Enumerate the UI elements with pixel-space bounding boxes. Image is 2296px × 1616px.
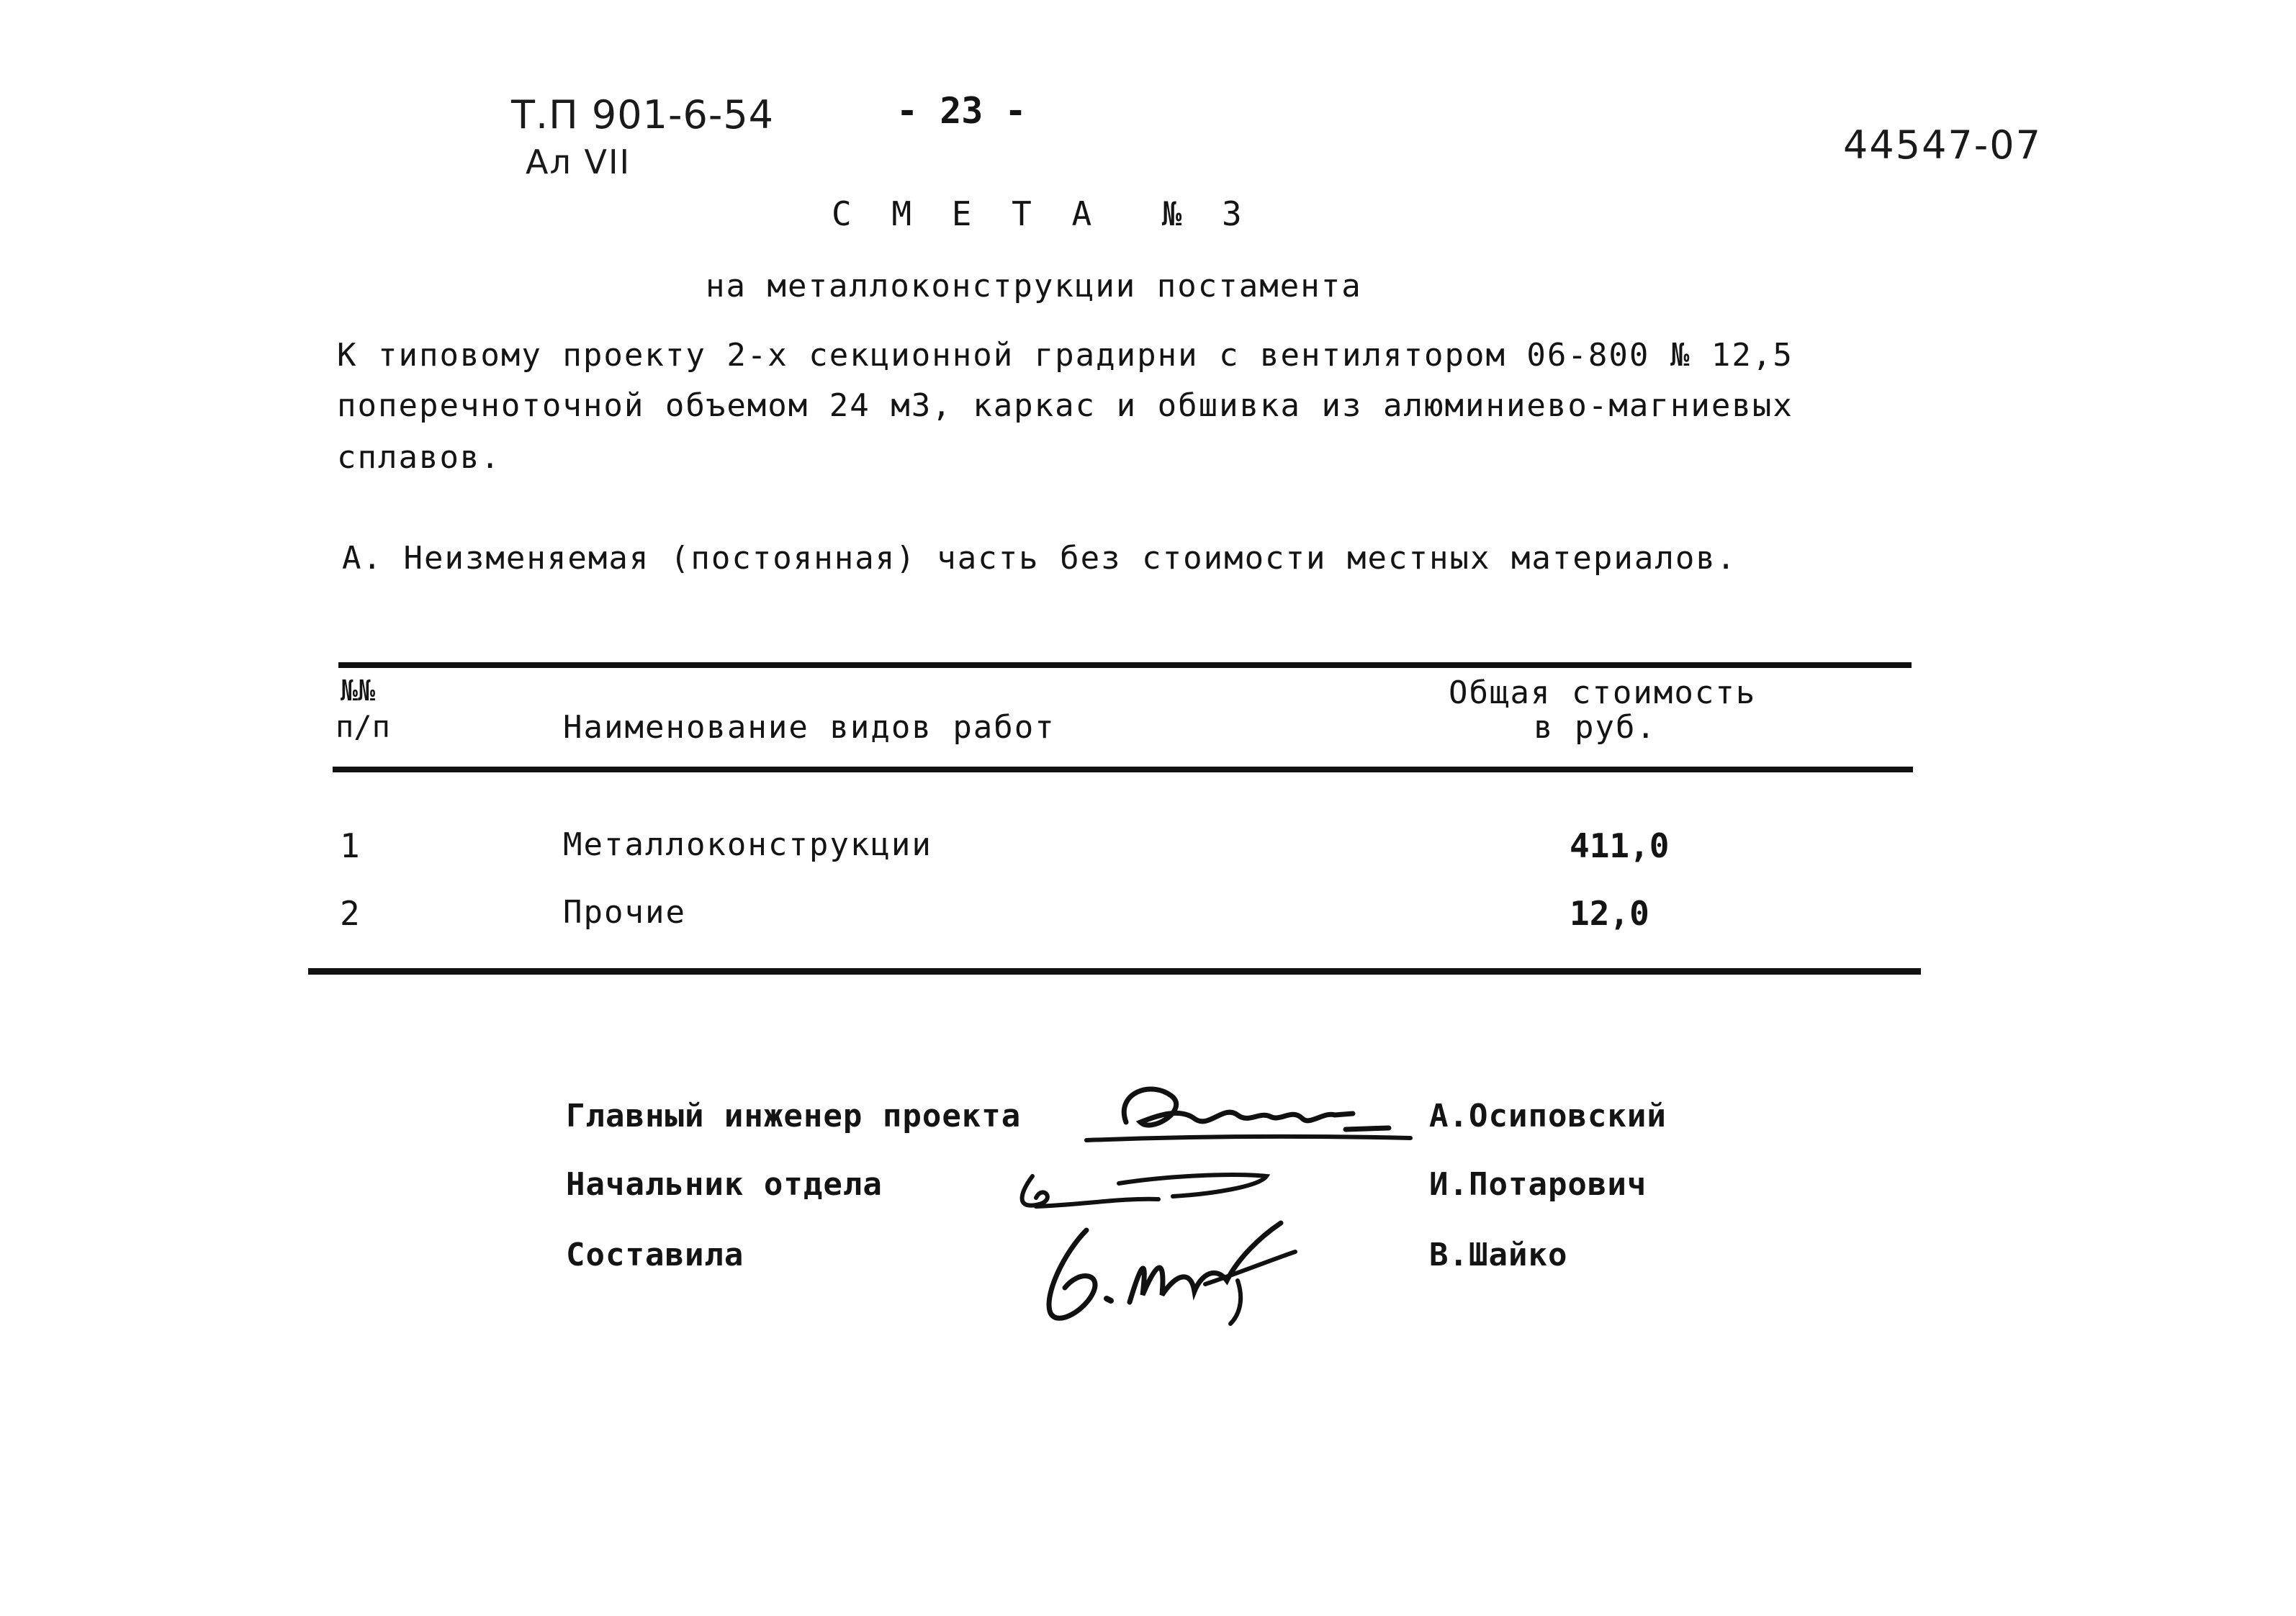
section-label: А. Неизменяемая (постоянная) часть без стоимости местных материалов. (342, 540, 1737, 577)
signature-role: Составила (566, 1237, 744, 1273)
page-number: - 23 - (896, 90, 1027, 132)
row-cost: 12,0 (1570, 894, 1649, 933)
signature-name: А.Осиповский (1429, 1098, 1667, 1134)
album-code: Ал VII (526, 143, 631, 181)
document-title: С М Е Т А № 3 (832, 194, 1252, 233)
signature-mark (994, 1195, 1310, 1317)
row-cost: 411,0 (1570, 826, 1670, 865)
table-header-name: Наименование видов работ (563, 709, 1055, 746)
signature-name: В.Шайко (1429, 1237, 1568, 1273)
table-header-cost-line2: в руб. (1534, 709, 1657, 746)
signature-role: Начальник отдела (566, 1166, 883, 1203)
row-number: 2 (340, 894, 360, 933)
signature-name: И.Потарович (1429, 1166, 1647, 1203)
description-line-1: К типовому проекту 2-х секционной градирни с вентилятором 06-800 № 12,5 (337, 337, 1793, 374)
inventory-number: 44547-07 (1843, 122, 2042, 168)
table-header-num-line2: п/п (336, 709, 390, 744)
table-top-rule (338, 662, 1912, 668)
row-number: 1 (340, 826, 360, 865)
row-name: Металлоконструкции (563, 826, 932, 863)
table-header-num-line1: №№ (341, 674, 376, 708)
description-line-2: поперечноточной объемом 24 м3, каркас и обшивка из алюминиево-магниевых (337, 387, 1793, 424)
description-line-3: сплавов. (337, 439, 501, 476)
table-header-cost-line1: Общая стоимость (1449, 674, 1757, 711)
row-name: Прочие (563, 894, 686, 931)
signature-role: Главный инженер проекта (566, 1098, 1022, 1134)
table-header-rule (333, 767, 1913, 772)
document-subtitle: на металлоконструкции постамента (706, 268, 1362, 304)
table-bottom-rule (308, 968, 1921, 975)
project-code: Т.П 901-6-54 (511, 92, 775, 137)
signature-mark (1044, 1058, 1404, 1152)
